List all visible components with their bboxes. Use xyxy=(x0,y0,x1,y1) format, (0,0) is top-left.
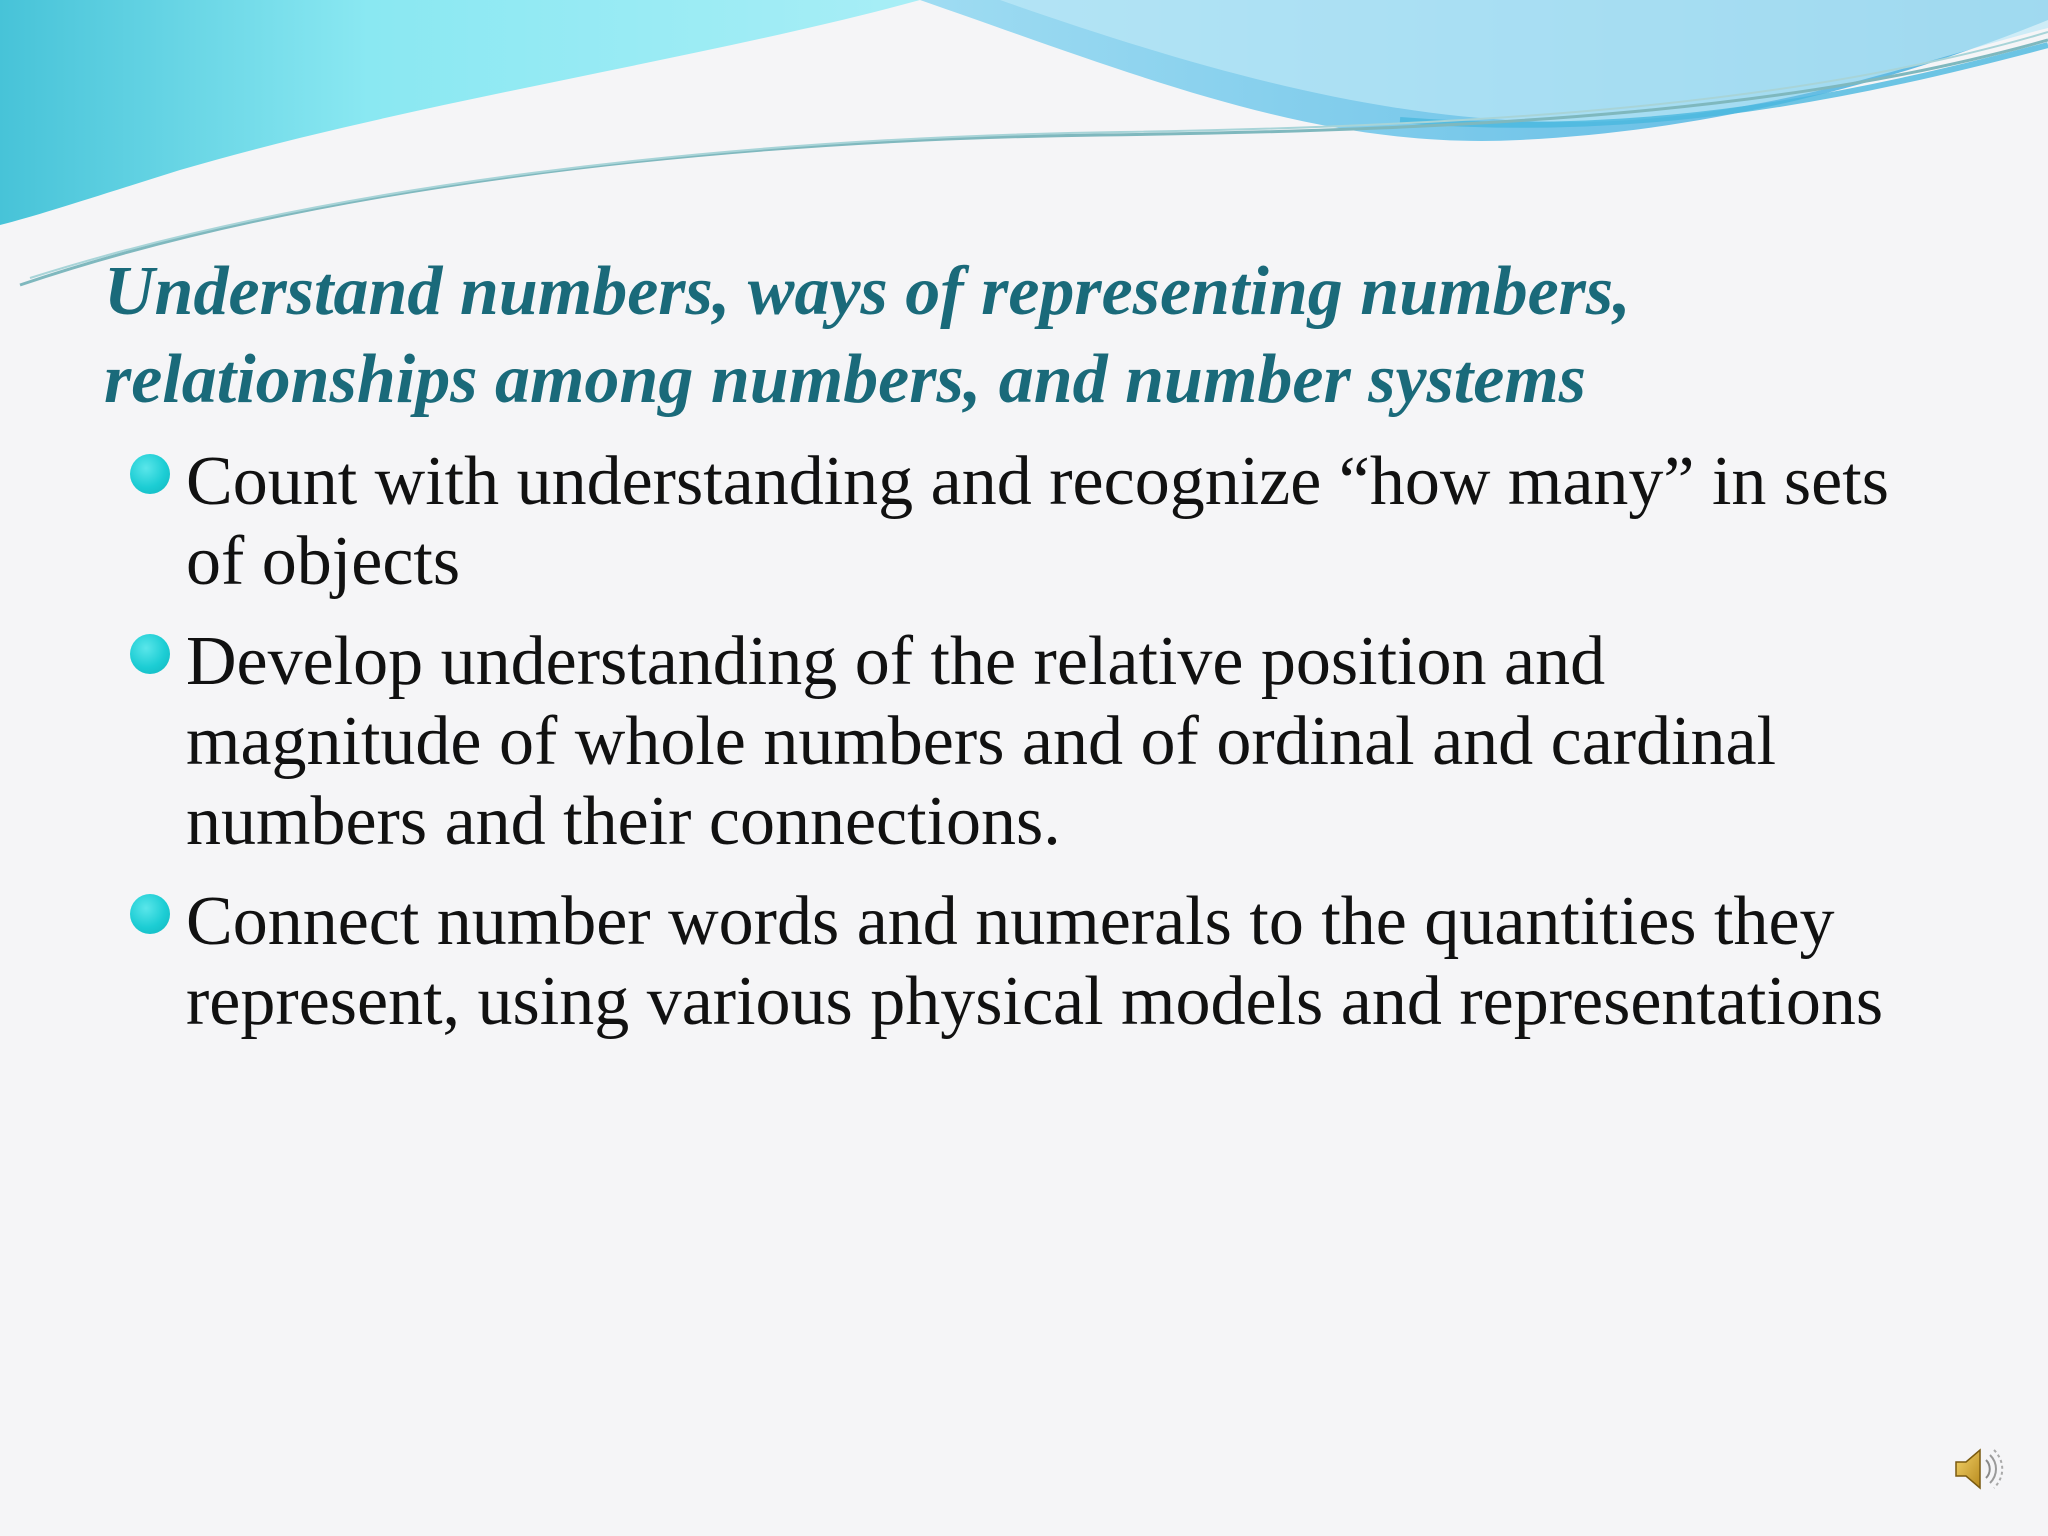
list-item xyxy=(128,882,1908,1042)
list-item xyxy=(128,622,1908,862)
bullet-dot-icon xyxy=(130,894,170,934)
bullet-list xyxy=(128,442,1908,1062)
speaker-icon[interactable] xyxy=(1952,1442,2006,1496)
bullet-text: Develop understanding of the relative position and magnitude of whole numbers and of ordinal and cardinal numbers and their connections. xyxy=(186,623,1777,860)
bullet-dot-icon xyxy=(130,634,170,674)
slide-title: Understand numbers, ways of representing numbers, relationships among numbers, and number systems xyxy=(104,253,1631,418)
bullet-dot-icon xyxy=(130,454,170,494)
bullet-text: Count with understanding and recognize “how many” in sets of objects xyxy=(186,443,1889,600)
list-item xyxy=(128,442,1908,602)
bullet-text: Connect number words and numerals to the quantities they represent, using various physical models and representations xyxy=(186,883,1884,1040)
